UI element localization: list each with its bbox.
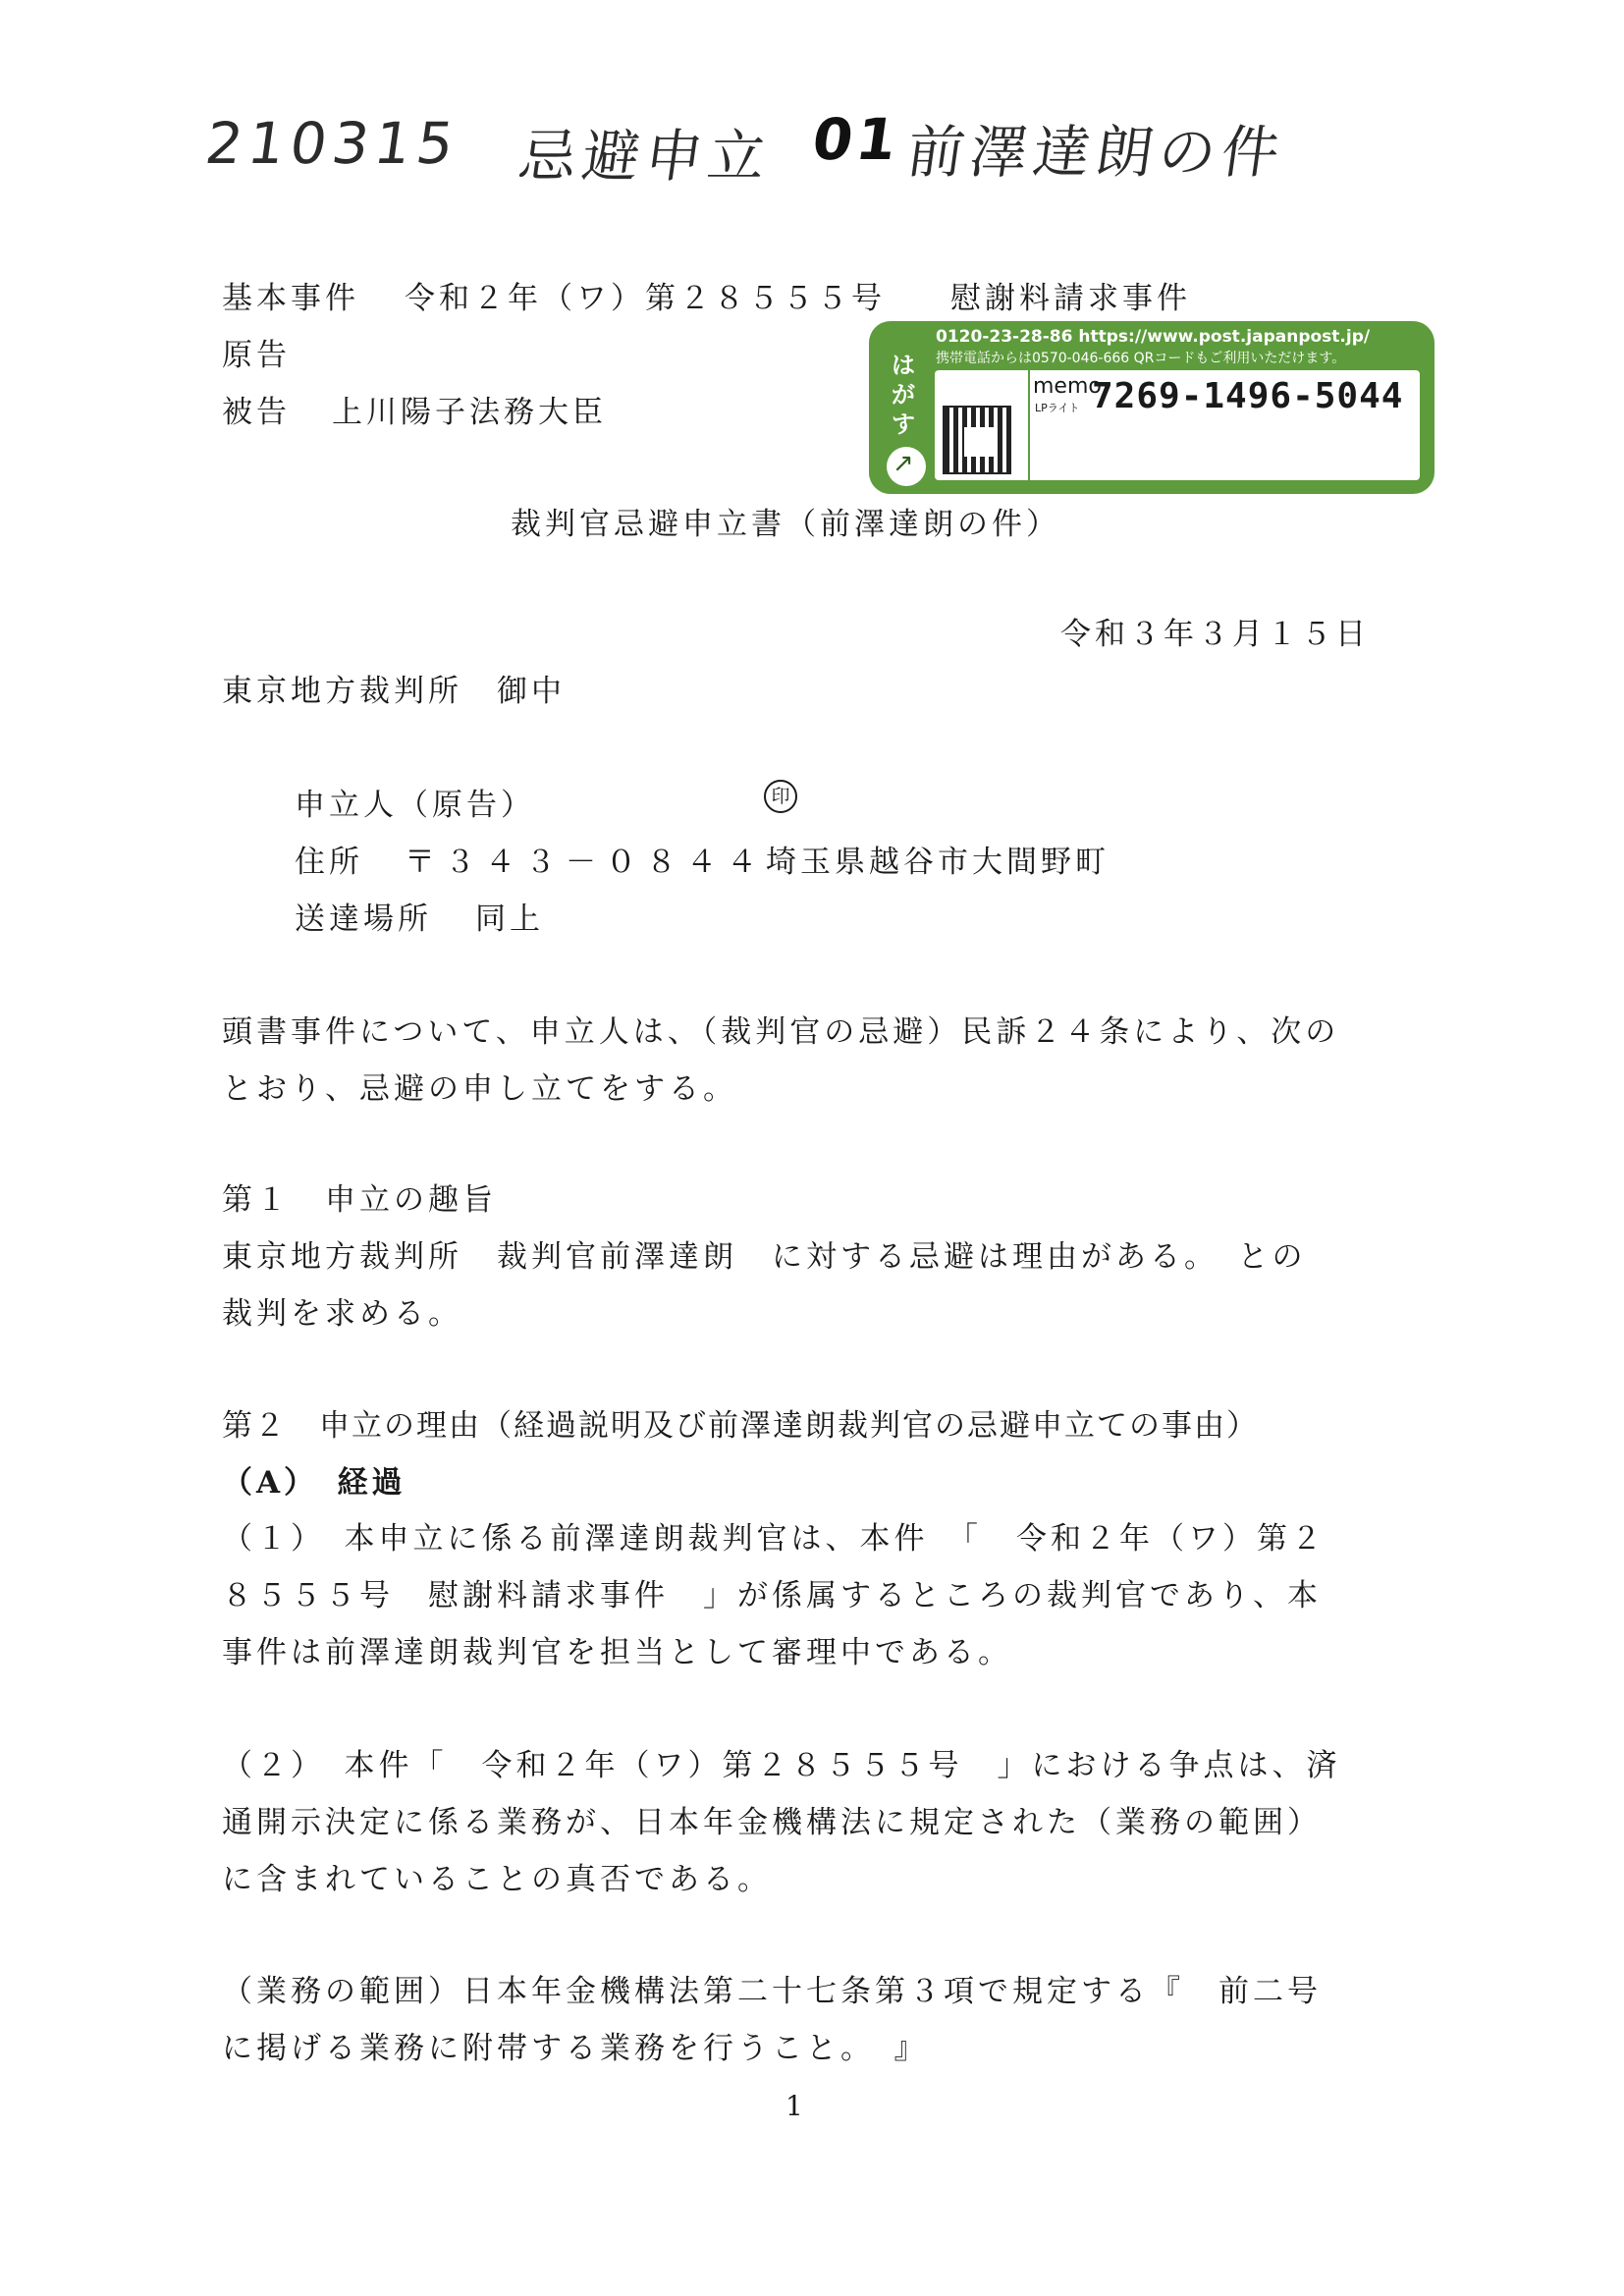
sticker-divider xyxy=(1028,370,1030,480)
peel-arrow-icon: ↗ xyxy=(893,449,914,478)
document-date: 令和３年３月１５日 xyxy=(1060,617,1370,652)
seal-icon: 印 xyxy=(764,780,797,813)
intro-line-2: とおり、忌避の申し立てをする。 xyxy=(222,1071,737,1107)
paragraph-1-line-3: 事件は前澤達朗裁判官を担当として審理中である。 xyxy=(222,1635,1012,1670)
sticker-contact xyxy=(936,327,1370,347)
subsection-a-heading: （A） 経過 xyxy=(222,1465,406,1501)
sticker-url: https://www.post.japanpost.jp/ xyxy=(1078,327,1371,347)
plaintiff-label: 原告 xyxy=(222,338,291,373)
defendant-label: 被告 xyxy=(222,395,291,430)
section-2-heading: 第２ 申立の理由（経過説明及び前澤達朗裁判官の忌避申立ての事由） xyxy=(222,1408,1259,1444)
intro-line-1: 頭書事件について、申立人は、（裁判官の忌避）民訴２４条により、次の xyxy=(222,1014,1340,1050)
paragraph-1-line-1: （１） 本申立に係る前澤達朗裁判官は、本件 「 令和２年（ワ）第２ xyxy=(222,1521,1326,1557)
paragraph-3-line-2: に掲げる業務に附帯する業務を行うこと。 』 xyxy=(222,2031,929,2066)
qr-code-icon xyxy=(943,406,1011,474)
section-1-heading: 第１ 申立の趣旨 xyxy=(222,1182,497,1218)
defendant-name: 上川陽子法務大臣 xyxy=(332,395,607,430)
delivery-label: 送達場所 xyxy=(295,902,432,937)
delivery-value: 同上 xyxy=(475,902,544,937)
paragraph-2-line-2: 通開示決定に係る業務が、日本年金機構法に規定された（業務の範囲） xyxy=(222,1805,1322,1840)
sticker-phone: 0120-23-28-86 xyxy=(936,327,1073,347)
applicant-label: 申立人（原告） xyxy=(295,788,535,823)
seal-mark xyxy=(764,780,797,813)
sticker-memo: memo xyxy=(1033,374,1102,399)
paragraph-1-line-2: ８５５５号 慰謝料請求事件 」が係属するところの裁判官であり、本 xyxy=(222,1578,1322,1613)
sticker-memo-area xyxy=(935,370,1420,480)
postal-code: 〒３４３－０８４４ xyxy=(405,845,767,880)
address-label: 住所 xyxy=(295,845,363,880)
handwritten-number: 01 xyxy=(808,106,905,173)
handwritten-title: 前澤達朗の件 xyxy=(902,119,1290,186)
tracking-sticker xyxy=(869,321,1435,494)
case-number: 令和２年（ワ）第２８５５５号 xyxy=(405,281,886,316)
section-1-line-2: 裁判を求める。 xyxy=(222,1296,462,1332)
case-label: 基本事件 xyxy=(222,281,359,316)
document-title: 裁判官忌避申立書（前澤達朗の件） xyxy=(511,507,1060,542)
paragraph-2-line-1: （２） 本件「 令和２年（ワ）第２８５５５号 」における争点は、済 xyxy=(222,1748,1341,1783)
section-1-line-1: 東京地方裁判所 裁判官前澤達朗 に対する忌避は理由がある。 との xyxy=(222,1239,1307,1275)
sticker-mobile-note: 携帯電話からは0570-046-666 QRコードもご利用いただけます。 xyxy=(936,351,1346,366)
peel-label: はがす xyxy=(892,352,915,438)
handwritten-date-code: 210315 xyxy=(201,110,464,177)
page-number: 1 xyxy=(785,2090,803,2122)
sticker-lp: LPライト xyxy=(1035,402,1080,414)
address: 埼玉県越谷市大間野町 xyxy=(766,845,1110,880)
paragraph-3-line-1: （業務の範囲）日本年金機構法第二十七条第３項で規定する『 前二号 xyxy=(222,1974,1322,2009)
tracking-code: 7269-1496-5044 xyxy=(1092,376,1404,416)
court-addressee: 東京地方裁判所 御中 xyxy=(222,674,566,709)
paragraph-2-line-3: に含まれていることの真否である。 xyxy=(222,1862,772,1897)
case-name: 慰謝料請求事件 xyxy=(950,281,1191,316)
handwritten-subject: 忌避申立 xyxy=(514,123,777,190)
